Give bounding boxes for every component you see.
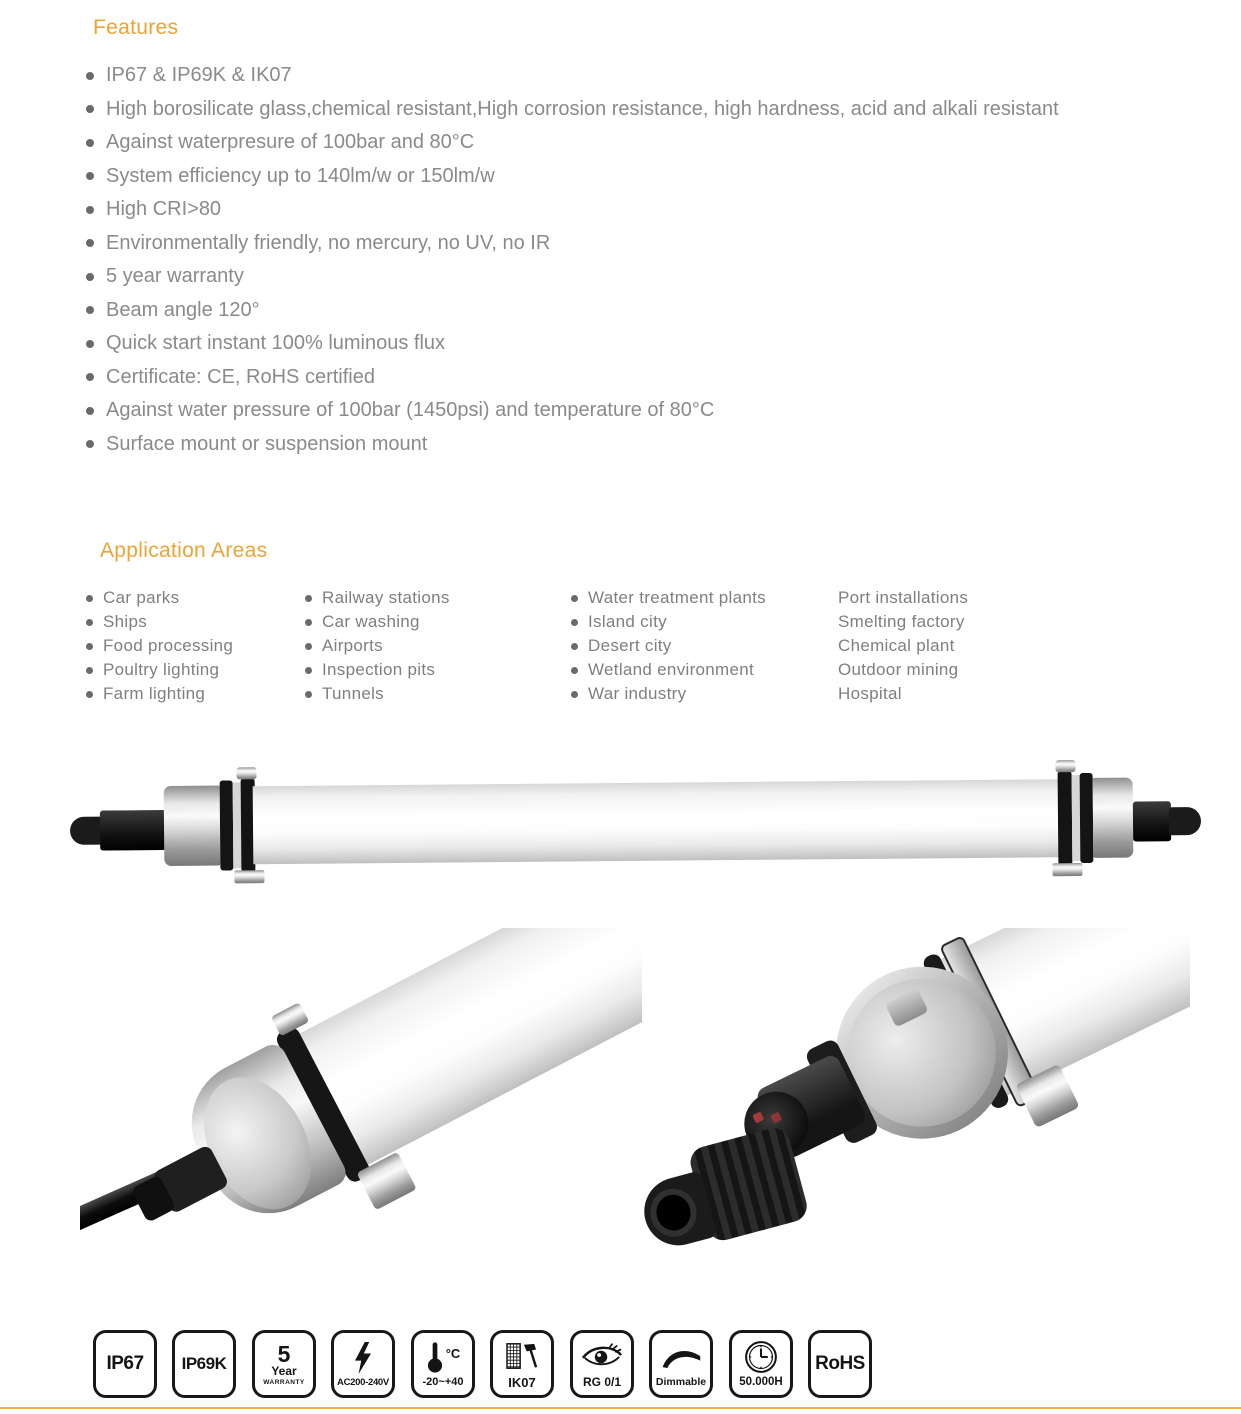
- application-item: [571, 682, 766, 706]
- badge-label: 50.000H: [739, 1376, 783, 1388]
- bullet-icon: [86, 206, 94, 214]
- application-text: Port installations: [838, 588, 969, 607]
- bullet-icon: [86, 306, 94, 314]
- badge-rohs: [808, 1330, 872, 1398]
- clamp-bracket: [1055, 760, 1075, 772]
- application-item: [86, 682, 233, 706]
- bullet-icon: [571, 643, 578, 650]
- badge-label: 5: [277, 1340, 291, 1367]
- lightning-icon: [353, 1341, 373, 1375]
- application-text: Inspection pits: [322, 660, 436, 679]
- cable-gland: [100, 810, 166, 851]
- bullet-icon: [571, 595, 578, 602]
- bullet-icon: [86, 643, 93, 650]
- application-item: [571, 586, 766, 610]
- bottom-accent-divider: [0, 1407, 1241, 1409]
- badge-ik07: [490, 1330, 554, 1398]
- application-text: Ships: [103, 612, 148, 631]
- application-text: Island city: [588, 612, 667, 631]
- bullet-icon: [86, 407, 94, 415]
- feature-text: Against water pressure of 100bar (1450psi) and temperature of 80°C: [106, 399, 715, 422]
- badge-label: RoHS: [815, 1353, 865, 1374]
- feature-text: Certificate: CE, RoHS certified: [106, 365, 375, 388]
- badge-label: IP67: [106, 1353, 144, 1374]
- bullet-icon: [305, 691, 312, 698]
- badge-rg01: [570, 1330, 634, 1398]
- application-text: Hospital: [838, 684, 902, 703]
- application-item: [305, 610, 450, 634]
- end-cap: [1093, 778, 1134, 858]
- bullet-icon: [86, 239, 94, 247]
- application-item: [305, 634, 450, 658]
- badge-label: IP69K: [181, 1354, 227, 1373]
- feature-text: Surface mount or suspension mount: [106, 432, 428, 455]
- application-text: Water treatment plants: [588, 588, 766, 607]
- bullet-icon: [86, 105, 94, 113]
- badge-temperature: [411, 1330, 475, 1398]
- badge-label: Year: [271, 1363, 297, 1378]
- application-item: [86, 586, 233, 610]
- mounting-clamp: [1058, 771, 1073, 865]
- application-item: [86, 610, 233, 634]
- features-section-title: Features: [93, 16, 179, 39]
- badge-dimmable: [649, 1330, 713, 1398]
- badge-label: IK07: [508, 1374, 536, 1390]
- badge-5-year-warranty: [252, 1330, 316, 1398]
- application-item: [838, 634, 968, 658]
- bullet-icon: [86, 595, 93, 602]
- application-item: [838, 682, 968, 706]
- bullet-icon: [571, 691, 578, 698]
- end-cap: [164, 786, 221, 866]
- application-text: Food processing: [103, 636, 234, 655]
- thermometer-icon: [426, 1340, 461, 1374]
- feature-text: 5 year warranty: [106, 265, 244, 288]
- bullet-icon: [86, 72, 94, 80]
- feature-item: [86, 93, 1059, 127]
- application-item: [305, 586, 450, 610]
- badge-label: AC200-240V: [337, 1376, 389, 1388]
- application-item: [571, 634, 766, 658]
- application-column: [838, 586, 968, 706]
- badge-label: RG 0/1: [582, 1375, 621, 1389]
- application-item: [86, 658, 233, 682]
- badge-voltage: [331, 1330, 395, 1398]
- application-text: Wetland environment: [588, 660, 755, 679]
- application-text: Airports: [322, 636, 383, 655]
- bullet-icon: [86, 373, 94, 381]
- application-column: [305, 586, 450, 706]
- feature-item: [86, 193, 1059, 227]
- bullet-icon: [305, 667, 312, 674]
- application-item: [571, 658, 766, 682]
- tube-body: [835, 928, 1190, 1147]
- feature-text: System efficiency up to 140lm/w or 150lm/w: [106, 164, 495, 187]
- feature-text: High CRI>80: [106, 198, 222, 221]
- cable-gland: [1133, 801, 1171, 841]
- application-text: Desert city: [588, 636, 672, 655]
- feature-text: Beam angle 120°: [106, 298, 260, 321]
- badge-lifetime: [729, 1330, 793, 1398]
- feature-item: [86, 361, 1059, 395]
- clock-icon: [744, 1340, 778, 1374]
- application-text: Car parks: [103, 588, 180, 607]
- feature-item: [86, 126, 1059, 160]
- feature-item: [86, 260, 1059, 294]
- product-photo-endcap-cable: [80, 928, 642, 1290]
- bullet-icon: [86, 619, 93, 626]
- feature-text: Environmentally friendly, no mercury, no UV, no IR: [106, 231, 551, 254]
- application-column: [86, 586, 233, 706]
- clamp-bracket: [236, 767, 256, 779]
- application-text: War industry: [588, 684, 687, 703]
- bullet-icon: [86, 691, 93, 698]
- bullet-icon: [86, 667, 93, 674]
- application-text: Car washing: [322, 612, 420, 631]
- application-column: [571, 586, 766, 706]
- application-item: [305, 682, 450, 706]
- application-item: [571, 610, 766, 634]
- feature-item: [86, 59, 1059, 93]
- bullet-icon: [86, 273, 94, 281]
- cable-gland-detached: [628, 1099, 863, 1289]
- feature-item: [86, 227, 1059, 261]
- product-photo-full-tube: [69, 757, 1180, 889]
- bullet-icon: [86, 172, 94, 180]
- application-item: [86, 634, 233, 658]
- tube-body: [181, 928, 642, 1227]
- feature-text: High borosilicate glass,chemical resistant,High corrosion resistance, high hardness, acid and alkali resistant: [106, 97, 1059, 120]
- feature-item: [86, 394, 1059, 428]
- impact-hammer-icon: [504, 1339, 540, 1373]
- badge-ip67: [93, 1330, 157, 1398]
- application-text: Farm lighting: [103, 684, 206, 703]
- application-item: [838, 658, 968, 682]
- feature-text: Quick start instant 100% luminous flux: [106, 332, 446, 355]
- badge-label: -20~+40: [422, 1376, 464, 1388]
- tube-body: [253, 779, 1061, 864]
- bullet-icon: [305, 595, 312, 602]
- badge-label: WARRANTY: [263, 1378, 305, 1386]
- seal-ring: [1080, 773, 1094, 863]
- bullet-icon: [305, 643, 312, 650]
- clamp-bracket: [234, 870, 264, 883]
- application-text: Chemical plant: [838, 636, 955, 655]
- bullet-icon: [86, 340, 94, 348]
- bullet-icon: [305, 619, 312, 626]
- application-text: Tunnels: [322, 684, 384, 703]
- feature-item: [86, 327, 1059, 361]
- application-text: Outdoor mining: [838, 660, 959, 679]
- bullet-icon: [86, 139, 94, 147]
- feature-text: Against waterpresure of 100bar and 80°C: [106, 131, 475, 154]
- celsius-unit: °C: [445, 1345, 461, 1361]
- feature-text: IP67 & IP69K & IK07: [106, 64, 292, 87]
- features-list: [86, 59, 1059, 461]
- application-text: Poultry lighting: [103, 660, 220, 679]
- bullet-icon: [571, 619, 578, 626]
- application-item: [305, 658, 450, 682]
- eye-icon: [581, 1339, 623, 1373]
- bullet-icon: [86, 440, 94, 448]
- badge-label: Dimmable: [655, 1376, 707, 1388]
- applications-section-title: Application Areas: [100, 539, 268, 562]
- badge-ip69k: [172, 1330, 236, 1398]
- product-photo-connector-detail: [628, 928, 1190, 1290]
- clamp-bracket: [1052, 863, 1082, 876]
- seal-ring: [220, 780, 234, 870]
- feature-item: [86, 294, 1059, 328]
- application-item: [838, 610, 968, 634]
- bullet-icon: [571, 667, 578, 674]
- feature-item: [86, 428, 1059, 462]
- clamp-bracket: [271, 1002, 310, 1036]
- application-text: Railway stations: [322, 588, 450, 607]
- feature-item: [86, 160, 1059, 194]
- dimmable-arc-icon: [660, 1340, 702, 1374]
- cable-gland: [1169, 807, 1201, 835]
- application-item: [838, 586, 968, 610]
- application-text: Smelting factory: [838, 612, 965, 631]
